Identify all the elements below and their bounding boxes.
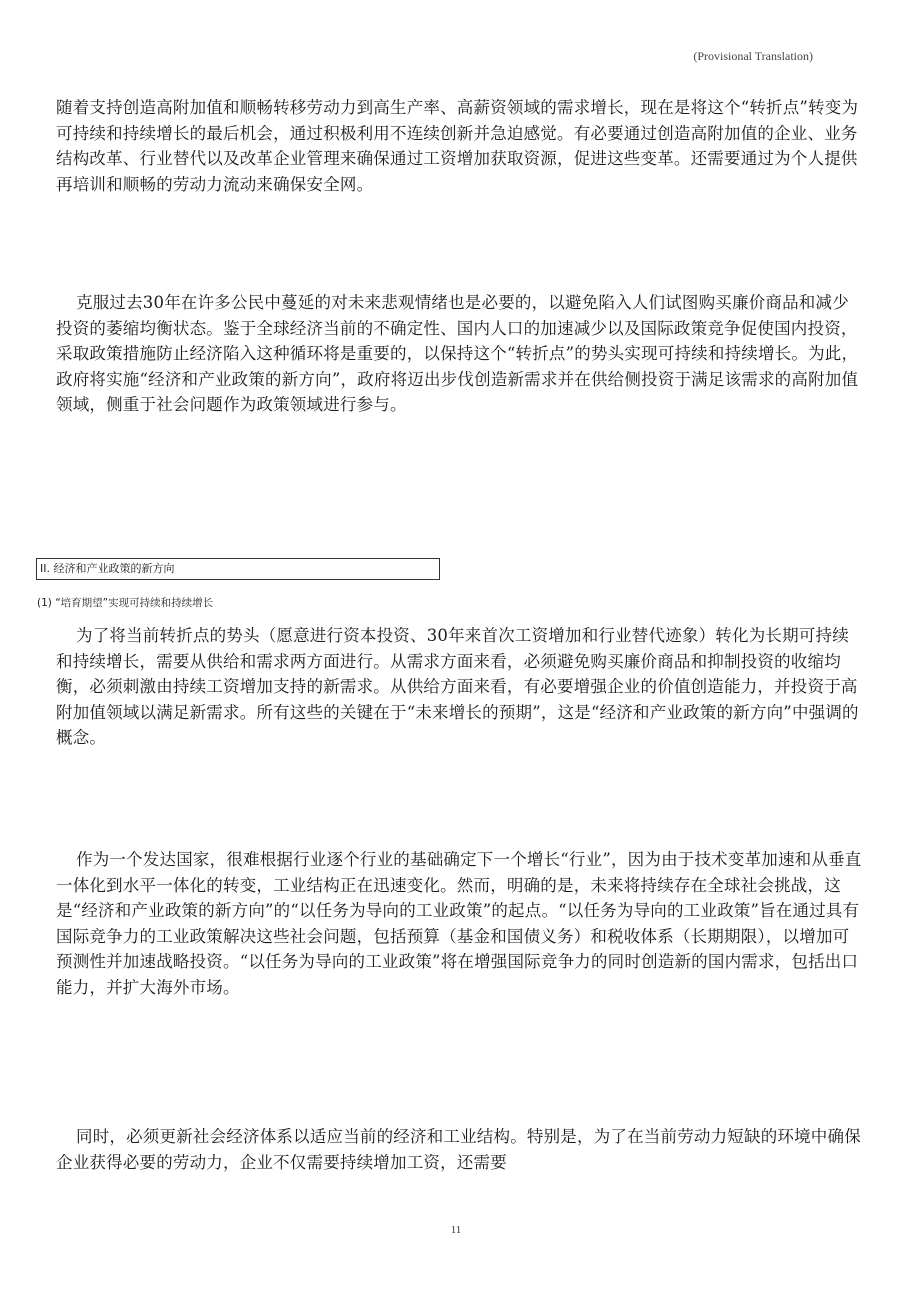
paragraph-3: 为了将当前转折点的势头（愿意进行资本投资、30年来首次工资增加和行业替代迹象）转化为长期可持续和持续增长，需要从供给和需求两方面进行。从需求方面来看，必须避免购买廉价商品和抑制投资的收缩均衡，必须刺激由持续工资增加支持的新需求。从供给方面来看，有必要增强企业的价值创造能力，并投资于高附加值领域以满足新需求。所有这些的关键在于“未来增长的预期”，这是“经济和产业政策的新方向”中强调的概念。 bbox=[56, 626, 859, 747]
paragraph-1: 随着支持创造高附加值和顺畅转移劳动力到高生产率、高薪资领域的需求增长，现在是将这个“转折点”转变为可持续和持续增长的最后机会，通过积极利用不连续创新并急迫感觉。有必要通过创造高附加值的企业、业务结构改革、行业替代以及改革企业管理来确保通过工资增加获取资源，促进这些变革。还需要通过为个人提供再培训和顺畅的劳动力流动来确保安全网。 bbox=[56, 98, 859, 194]
page-number: 11 bbox=[450, 1224, 462, 1236]
provisional-translation-note: (Provisional Translation) bbox=[693, 49, 813, 63]
paragraph-2: 克服过去30年在许多公民中蔓延的对未来悲观情绪也是必要的，以避免陷入人们试图购买廉价商品和减少投资的萎缩均衡状态。鉴于全球经济当前的不确定性、国内人口的加速减少以及国际政策竞争促使国内投资，采取政策措施防止经济陷入这种循环将是重要的，以保持这个“转折点”的势头实现可持续和持续增长。为此，政府将实施“经济和产业政策的新方向”，政府将迈出步伐创造新需求并在供给侧投资于满足该需求的高附加值领域，侧重于社会问题作为政策领域进行参与。 bbox=[56, 293, 859, 414]
subsection-heading: (1) “培育期望”实现可持续和持续增长 bbox=[37, 597, 214, 609]
paragraph-5: 同时，必须更新社会经济体系以适应当前的经济和工业结构。特别是，为了在当前劳动力短缺的环境中确保企业获得必要的劳动力，企业不仅需要持续增加工资，还需要 bbox=[56, 1127, 861, 1172]
paragraph-4: 作为一个发达国家，很难根据行业逐个行业的基础确定下一个增长“行业”，因为由于技术变革加速和从垂直一体化到水平一体化的转变，工业结构正在迅速变化。然而，明确的是，未来将持续存在全球社会挑战，这是“经济和产业政策的新方向”的“以任务为导向的工业政策”的起点。“以任务为导向的工业政策”旨在通过具有国际竞争力的工业政策解决这些社会问题，包括预算（基金和国债义务）和税收体系（长期期限），以增加可预测性并加速战略投资。“以任务为导向的工业政策”将在增强国际竞争力的同时创造新的国内需求，包括出口能力，并扩大海外市场。 bbox=[56, 850, 862, 997]
section-heading: II. 经济和产业政策的新方向 bbox=[36, 558, 440, 580]
